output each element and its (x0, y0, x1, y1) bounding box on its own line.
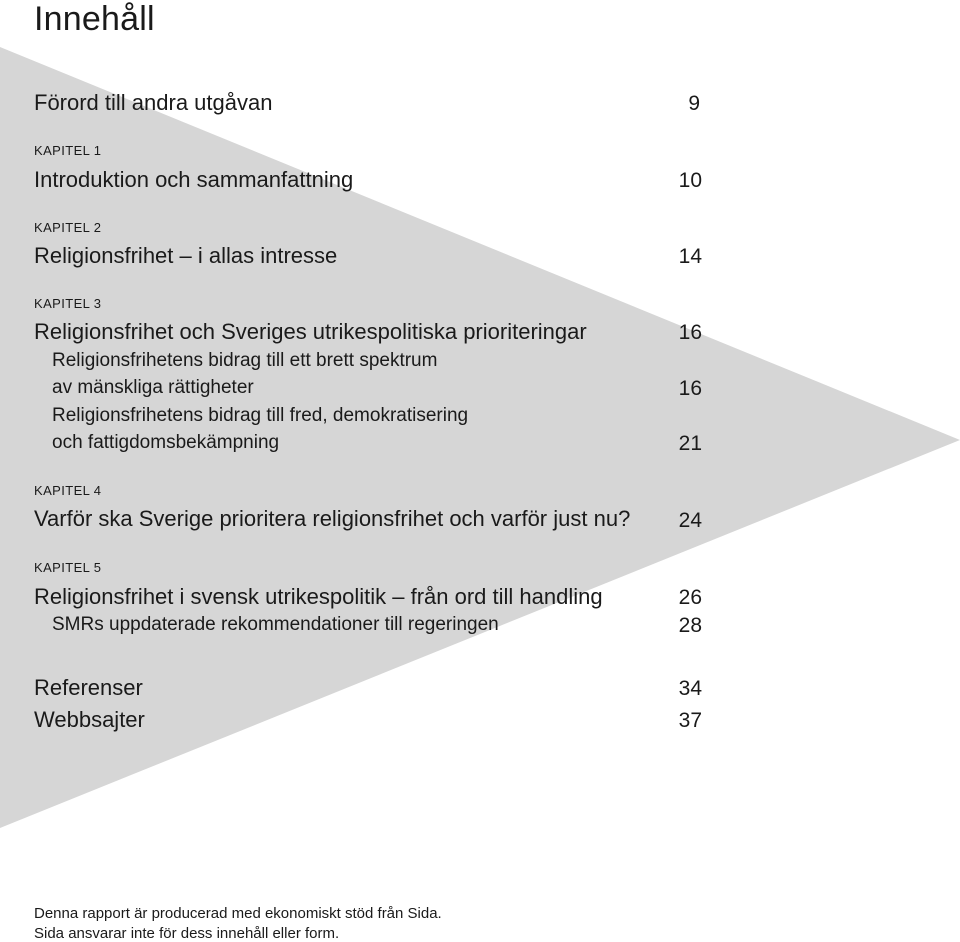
chapter-1-kapitel-label: KAPITEL 1 (34, 143, 102, 158)
toc-subentry-5-1[interactable]: SMRs uppdaterade rekommendationer till regeringen (52, 614, 499, 635)
toc-entry-referenser[interactable]: Referenser (34, 675, 143, 700)
chapter-4-kapitel-label: KAPITEL 4 (34, 483, 102, 498)
toc-entry-chapter-3[interactable]: Religionsfrihet och Sveriges utrikespolitiska prioriteringar (34, 319, 587, 344)
footer-line-2: Sida ansvarar inte för dess innehåll eller form. (34, 925, 340, 942)
toc-page-chapter-3: 16 (678, 321, 702, 344)
toc-subentry-3-1-line2[interactable]: av mänskliga rättigheter (52, 377, 254, 398)
toc-page-subentry-3-2: 21 (678, 432, 702, 455)
footer-line-1: Denna rapport är producerad med ekonomiskt stöd från Sida. (34, 905, 442, 922)
toc-entry-preface[interactable]: Förord till andra utgåvan (34, 90, 273, 115)
toc-subentry-3-2-line2[interactable]: och fattigdomsbekämpning (52, 432, 280, 453)
toc-page-chapter-4: 24 (678, 509, 702, 532)
toc-page-chapter-1: 10 (678, 169, 702, 192)
toc-page-chapter-2: 14 (678, 245, 702, 268)
toc-subentry-3-1-line1[interactable]: Religionsfrihetens bidrag till ett brett spektrum (52, 350, 438, 371)
toc-entry-chapter-2[interactable]: Religionsfrihet – i allas intresse (34, 243, 338, 268)
chapter-3-kapitel-label: KAPITEL 3 (34, 296, 102, 311)
toc-page-chapter-5: 26 (678, 586, 702, 609)
toc-page-subentry-5-1: 28 (678, 614, 702, 637)
chapter-2-kapitel-label: KAPITEL 2 (34, 220, 102, 235)
toc-entry-chapter-4[interactable]: Varför ska Sverige prioritera religionsfrihet och varför just nu? (34, 506, 631, 531)
toc-page-referenser: 34 (678, 677, 702, 700)
toc-page-subentry-3-1: 16 (678, 377, 702, 400)
toc-page-webbsajter: 37 (678, 709, 702, 732)
page-title: Innehåll (34, 0, 155, 38)
toc-page-preface: 9 (688, 92, 700, 115)
chapter-5-kapitel-label: KAPITEL 5 (34, 560, 102, 575)
toc-entry-chapter-5[interactable]: Religionsfrihet i svensk utrikespolitik – från ord till handling (34, 584, 603, 609)
toc-entry-chapter-1[interactable]: Introduktion och sammanfattning (34, 167, 354, 192)
toc-subentry-3-2-line1[interactable]: Religionsfrihetens bidrag till fred, demokratisering (52, 405, 469, 426)
toc-entry-webbsajter[interactable]: Webbsajter (34, 707, 145, 732)
